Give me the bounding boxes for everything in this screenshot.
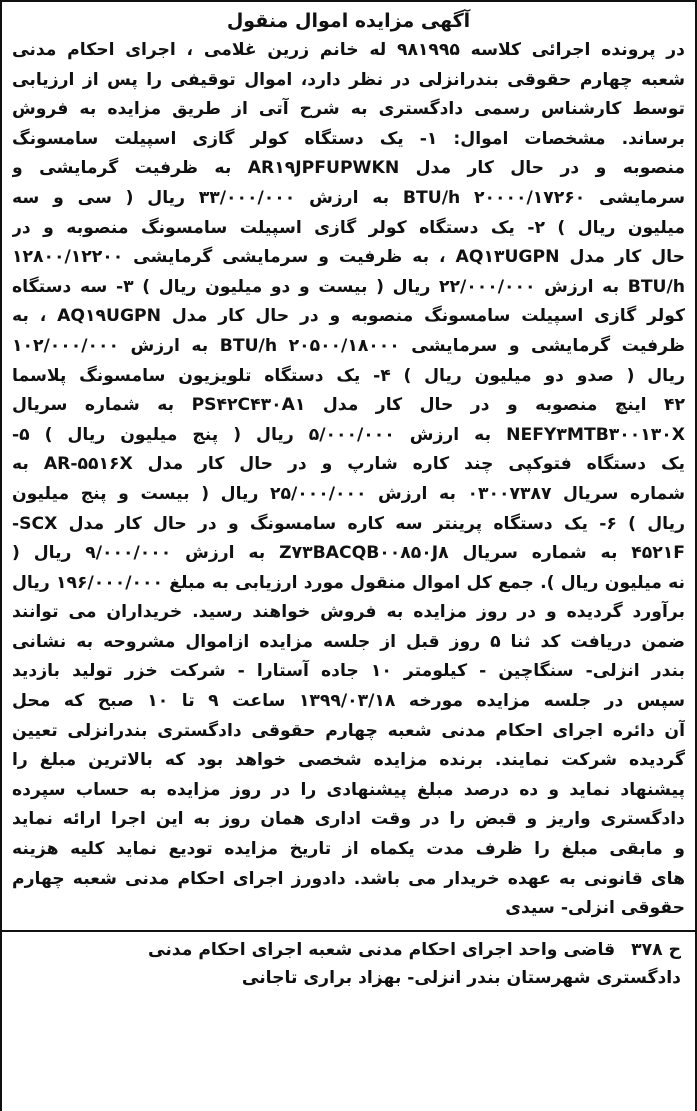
notice-footer: [2, 932, 695, 992]
notice-title: آگهی مزایده اموال منقول: [226, 10, 471, 32]
notice-line: توسط کارشناس رسمی دادگستری به شرح آتی از طریق مزایده به فروش: [12, 99, 685, 120]
notice-line: ظرفیت گرمایشی و سرمایشی ۲۰۵۰۰/۱۸۰۰۰ BTU/h به ارزش ۱۰۲/۰۰۰/۰۰۰: [12, 335, 685, 356]
notice-line: کولر گازی اسپیلت سامسونگ منصوبه و در حال کار مدل AQ۱۹UGPN ، به: [12, 306, 685, 327]
notice-line: دادگستری واریز و قبض را در وقت اداری همان روز به این اجرا ارائه نماید: [12, 809, 685, 830]
judge-title: قاضی واحد اجرای احکام مدنی شعبه اجرای احکام مدنی: [147, 939, 616, 960]
notice-line: پیشنهاد نماید و ده درصد مبلغ پیشنهادی را در روز مزایده به حساب سپرده: [12, 779, 685, 800]
notice-line: ۴۵۲۱F به شماره سریال Z۷۳BACQB۰۰۸۵۰J۸ به ارزش ۹/۰۰۰/۰۰۰ ریال (: [12, 543, 685, 564]
notice-line: حقوقی انزلی- سیدی: [505, 898, 685, 919]
notice-line: و مابقی مبلغ را ظرف مدت یکماه از تاریخ مزایده تودیع نماید کلیه هزینه: [12, 839, 685, 860]
notice-line: شماره سریال ۰۳۰۰۷۳۸۷ به ارزش ۲۵/۰۰۰/۰۰۰ ریال ( بیست و پنج میلیون: [12, 483, 685, 504]
notice-line: شعبه چهارم حقوقی بندرانزلی در نظر دارد، اموال توقیفی را پس از ارزیابی: [12, 69, 685, 90]
notice-line: در پرونده اجرائی کلاسه ۹۸۱۹۹۵ له خانم زرین غلامی ، اجرای احکام مدنی: [12, 40, 685, 60]
notice-line: منصوبه و در حال کار مدل AR۱۹JPFUPWKN به ظرفیت گرمایشی و: [12, 158, 685, 179]
notice-line: بندر انزلی- سنگاچین - کیلومتر ۱۰ جاده آستارا - شرکت خزر تولید بازدید: [12, 661, 685, 682]
footer-line-1: [12, 936, 681, 964]
notice-line: حال کار مدل AQ۱۳UGPN ، به ظرفیت و سرمایشی گرمایشی ۱۲۸۰۰/۱۲۲۰۰: [12, 247, 685, 268]
notice-line: آن دائره اجرای احکام مدنی شعبه چهارم حقوقی دادگستری بندرانزلی تعیین: [12, 720, 685, 741]
notice-line: سرمایشی ۲۰۰۰۰/۱۷۲۶۰ BTU/h به ارزش ۳۳/۰۰۰/۰۰۰ ریال ( سی و سه: [12, 187, 685, 208]
notice-line: ضمن دریافت کد ثنا ۵ روز قبل از جلسه مزایده ازاموال مشروحه به نشانی: [12, 631, 685, 652]
notice-body: [2, 36, 695, 924]
notice-line: سپس در جلسه مزایده مورخه ۱۳۹۹/۰۳/۱۸ ساعت ۹ تا ۱۰ صبح که محل: [12, 691, 685, 712]
notice-code: ح ۳۷۸: [631, 939, 681, 960]
notice-line: های قانونی به عهده خریدار می باشد. دادورز اجرای احکام مدنی شعبه چهارم: [12, 868, 685, 889]
notice-line: ۴۲ اینچ منصوبه و در حال کار مدل PS۴۲C۴۳۰A۱ به شماره سریال: [12, 395, 685, 416]
notice-line: NEFY۳MTB۳۰۰۱۳۰X به ارزش ۵/۰۰۰/۰۰۰ ریال ( پنج میلیون ریال ) ۵-: [12, 424, 685, 445]
footer-line-2: دادگستری شهرستان بندر انزلی- بهزاد براری تاجانی: [241, 967, 681, 988]
notice-line: ریال ( صدو دو میلیون ریال ) ۴- یک دستگاه تلویزیون سامسونگ پلاسما: [12, 365, 685, 386]
notice-line: BTU/h به ارزش ۲۲/۰۰۰/۰۰۰ ریال ( بیست و دو میلیون ریال ) ۳- سه دستگاه: [12, 276, 685, 297]
notice-line: برآورد گردیده و در روز مزایده به فروش خواهند رسید. خریداران می توانند: [12, 602, 685, 623]
notice-line: گردیده شرکت نمایند. برنده مزایده شخصی خواهد بود که بالاترین مبلغ را: [12, 750, 685, 771]
notice-line: میلیون ریال ) ۲- یک دستگاه کولر گازی اسپیلت سامسونگ منصوبه و در: [12, 217, 685, 238]
notice-line: برساند. مشخصات اموال: ۱- یک دستگاه کولر گازی اسپیلت سامسونگ: [12, 128, 685, 149]
notice-line: نه میلیون ریال ). جمع کل اموال منقول مورد ارزیابی به مبلغ ۱۹۶/۰۰۰/۰۰۰ ریال: [12, 572, 685, 593]
notice-line: یک دستگاه فتوکپی چند کاره شارپ و در حال کار مدل AR-۵۵۱۶X به: [12, 454, 685, 475]
notice-line: ریال ) ۶- یک دستگاه پرینتر سه کاره سامسونگ و در حال کار مدل SCX-: [12, 513, 685, 534]
